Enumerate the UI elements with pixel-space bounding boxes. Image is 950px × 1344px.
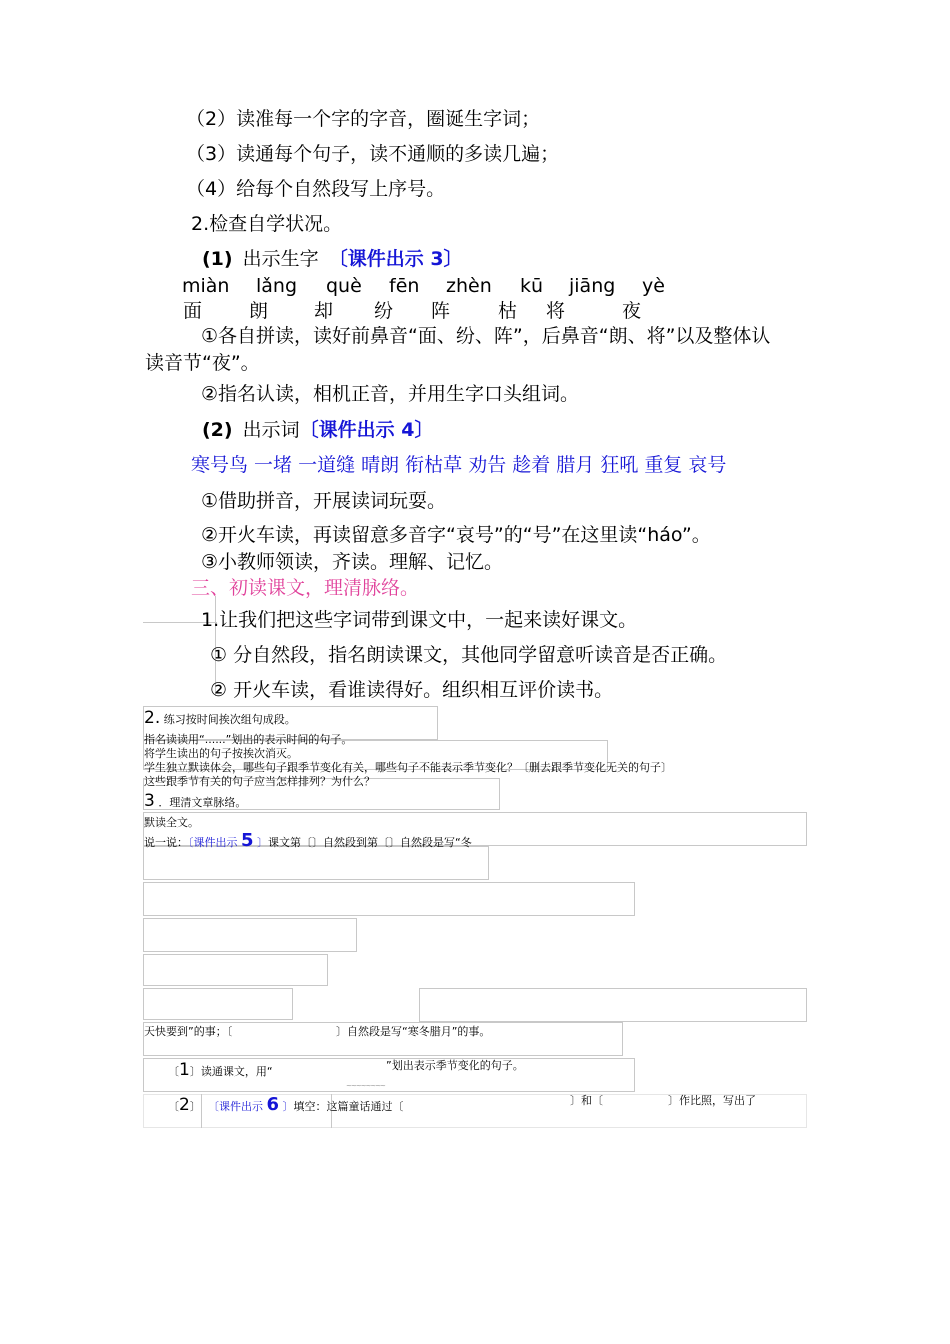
- frame: [143, 918, 357, 952]
- say-label: 说一说：: [144, 836, 188, 849]
- char-4: 阵: [431, 300, 451, 322]
- char-1: 朗: [249, 300, 269, 322]
- question-1-tail: ”划出表示季节变化的句子。: [386, 1059, 524, 1072]
- frame: [143, 846, 489, 880]
- step-2-line: （2）读准每一个字的字音，圈诞生字词；: [186, 108, 541, 130]
- part-title: 练习按时间挨次组句成段。: [163, 713, 296, 726]
- courseware-tag: 〔课件出示 3〕: [328, 248, 463, 270]
- part-2-line-a: 指名读读用“......”划出的表示时间的句子。: [144, 733, 353, 746]
- courseware-number: 6: [266, 1094, 280, 1115]
- courseware-tag: 〔课件出示 4〕: [299, 419, 434, 441]
- divider: [201, 1094, 202, 1128]
- part-2-heading: [144, 708, 296, 728]
- q-number: 2: [179, 1095, 190, 1115]
- question-2: [168, 1095, 201, 1115]
- char-5: 枯: [498, 300, 518, 322]
- char-0: 面: [183, 300, 203, 322]
- pinyin-1: lǎng: [256, 275, 298, 297]
- word-step-1: ①借助拼音，开展读词玩耍。: [201, 490, 447, 512]
- check-heading: 2.检查自学状况。: [191, 213, 343, 235]
- step-3-line: （3）读通每个句子，读不通顺的多读几遍；: [186, 143, 560, 165]
- frame: [143, 988, 293, 1020]
- note-2: ②指名认读，相机正音，并用生字口头组词。: [201, 383, 580, 405]
- part-2-line-d: 这些跟季节有关的句子应当怎样排列？为什么？: [144, 775, 375, 788]
- reading-step-1: 1.让我们把这些字词带到课文中，一起来读好课文。: [201, 609, 638, 631]
- q-number: 1: [179, 1060, 190, 1080]
- frame: [143, 882, 635, 916]
- word-step-2: ②开火车读，再读留意多音字“哀号”的“号”在这里读“háo”。: [201, 524, 711, 546]
- frame: [143, 954, 328, 986]
- char-7: 夜: [622, 300, 642, 322]
- part-title: ．理清文章脉络。: [158, 796, 247, 809]
- pinyin-4: zhèn: [446, 275, 492, 297]
- pinyin-6: jiāng: [569, 275, 616, 297]
- section-3-heading: 三、初读课文，理清脉络。: [191, 577, 420, 599]
- question-2-tag: [208, 1094, 404, 1115]
- question-2-mid: 〕和〔: [570, 1094, 603, 1107]
- pinyin-2: què: [326, 275, 362, 297]
- reading-step-3: ② 开火车读，看谁读得好。组织相互评价读书。: [210, 679, 614, 701]
- char-2: 却: [314, 300, 334, 322]
- courseware-tag: 〔课件出示: [208, 1100, 263, 1113]
- step-4-line: （4）给每个自然段写上序号。: [186, 178, 446, 200]
- question-2-end: 〕作比照，写出了: [668, 1094, 756, 1107]
- sub-text: 出示生字: [242, 248, 319, 270]
- part-number: 3: [144, 791, 155, 811]
- pinyin-0: miàn: [182, 275, 230, 297]
- note-1b: 读音节“夜”。: [145, 352, 260, 374]
- sub-number: (2): [202, 419, 233, 441]
- q-text: 〕读通课文，用“: [189, 1065, 273, 1078]
- question-1: [168, 1060, 273, 1080]
- part-3-line-c-b: 〕自然段是写“寒冬腊月”的事。: [336, 1025, 491, 1038]
- q-open: 〔: [168, 1100, 179, 1113]
- show-chars-line: [202, 247, 463, 271]
- part-3-line-c-a: 天快要到”的事；〔: [144, 1025, 233, 1038]
- courseware-number: 5: [241, 830, 254, 851]
- word-step-3: ③小教师领读，齐读。理解、记忆。: [201, 551, 504, 573]
- char-3: 纷: [374, 300, 394, 322]
- courseware-close: 〕: [257, 836, 269, 849]
- courseware-close: 〕: [282, 1100, 294, 1113]
- part-number: 2.: [144, 708, 161, 728]
- question-2-text: 填空：这篇童话通过〔: [293, 1100, 404, 1113]
- q-open: 〔: [168, 1065, 179, 1078]
- part-2-line-b: 将学生读出的句子按挨次消灭。: [144, 747, 298, 760]
- note-1a: ①各自拼读，读好前鼻音“面、纷、阵”，后鼻音“朗、将”以及整体认: [201, 325, 771, 347]
- wavy-underline-sample: ~~~~~~~~: [346, 1082, 385, 1090]
- part-2-line-c: 学生独立默读体会，哪些句子跟季节变化有关，哪些句子不能表示季节变化？〔删去跟季节变化无关的句子〕: [144, 761, 672, 774]
- part-3-heading: [144, 791, 247, 811]
- sub-text: 出示词: [242, 419, 300, 441]
- reading-step-2: ① 分自然段，指名朗读课文，其他同学留意听读音是否正确。: [210, 644, 728, 666]
- frame: [419, 988, 807, 1022]
- q-close: 〕: [189, 1100, 201, 1113]
- part-3-line-a: 默读全文。: [144, 816, 199, 829]
- show-words-line: [202, 418, 434, 442]
- char-6: 将: [546, 300, 566, 322]
- pinyin-3: fēn: [389, 275, 420, 297]
- part-3-line-b-text: 课文第〔〕自然段到第〔〕自然段是写“冬: [268, 836, 472, 849]
- part-3-line-b: [144, 830, 472, 851]
- pinyin-7: yè: [642, 275, 665, 297]
- word-list: 寒号鸟 一堵 一道缝 晴朗 衔枯草 劝告 趁着 腊月 狂吼 重复 哀号: [191, 454, 727, 476]
- courseware-tag: 〔课件出示: [188, 836, 238, 849]
- sub-number: (1): [202, 248, 233, 270]
- pinyin-5: kū: [520, 275, 544, 297]
